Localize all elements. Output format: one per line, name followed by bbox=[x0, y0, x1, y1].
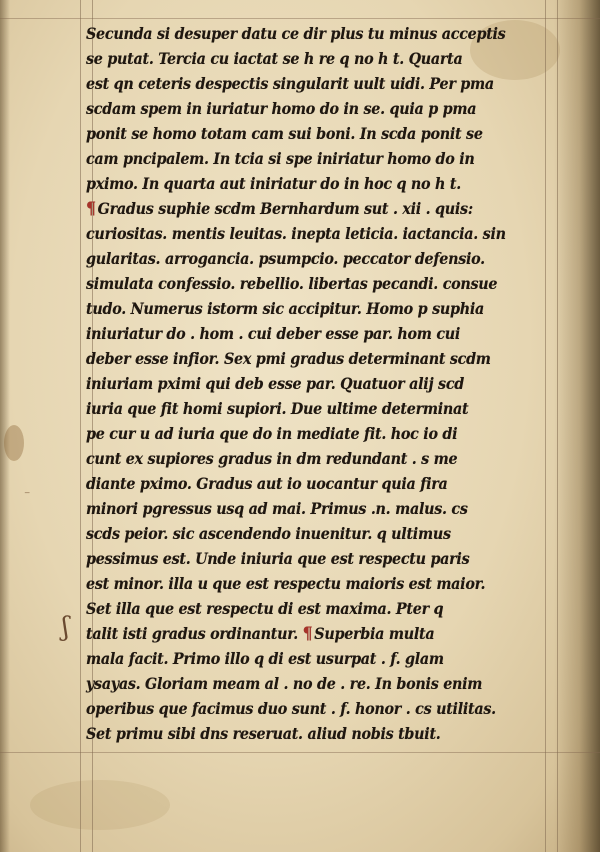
margin-bracket-mark: ʃ bbox=[62, 612, 70, 642]
paragraph-mark: ¶ bbox=[86, 199, 96, 219]
ruling-line bbox=[80, 0, 81, 852]
stain bbox=[30, 780, 170, 830]
text-line: Secunda si desuper datu ce dir plus tu minus acceptis bbox=[86, 25, 506, 43]
text-line: iniuriam pximi qui deb esse par. Quatuor alij scd bbox=[86, 375, 465, 393]
text-line: se putat. Tercia cu iactat se h re q no h t. Quarta bbox=[86, 50, 463, 68]
ruling-line bbox=[557, 0, 558, 852]
text-line: est qn ceteris despectis singularit uult uidi. Per pma bbox=[86, 75, 494, 93]
text-line: scds peior. sic ascendendo inuenitur. q ultimus bbox=[86, 525, 451, 543]
text-line: gularitas. arrogancia. psumpcio. peccator defensio. bbox=[86, 250, 485, 268]
text-line: diante pximo. Gradus aut io uocantur quia fira bbox=[86, 475, 448, 493]
text-line: mala facit. Primo illo q di est usurpat . f. glam bbox=[86, 650, 444, 668]
text-line: Set illa que est respectu di est maxima. Pter q bbox=[86, 600, 444, 618]
text-line: pximo. In quarta aut iniriatur do in hoc q no h t. bbox=[86, 175, 461, 193]
ruling-line bbox=[0, 752, 600, 753]
text-line: pe cur u ad iuria que do in mediate fit. hoc io di bbox=[86, 425, 458, 443]
text-line: cunt ex supiores gradus in dm redundant . s me bbox=[86, 450, 458, 468]
text-line: cam pncipalem. In tcia si spe iniriatur homo do in bbox=[86, 150, 475, 168]
text-line: talit isti gradus ordinantur. ¶ Superbia multa bbox=[86, 624, 435, 644]
text-line: scdam spem in iuriatur homo do in se. quia p pma bbox=[86, 100, 477, 118]
text-line: Set primu sibi dns reseruat. aliud nobis tbuit. bbox=[86, 725, 441, 743]
text-column bbox=[86, 22, 556, 747]
text-line: operibus que facimus duo sunt . f. honor . cs utilitas. bbox=[86, 700, 496, 718]
margin-mark: ⁻ bbox=[24, 488, 31, 502]
text-line: minori pgressus usq ad mai. Primus .n. malus. cs bbox=[86, 500, 468, 518]
text-line: deber esse infior. Sex pmi gradus determinant scdm bbox=[86, 350, 491, 368]
binding-gutter bbox=[554, 0, 600, 852]
text-line: ponit se homo totam cam sui boni. In scda ponit se bbox=[86, 125, 483, 143]
text-line: iuria que fit homi supiori. Due ultime determinat bbox=[86, 400, 469, 418]
text-line: tudo. Numerus istorm sic accipitur. Homo p suphia bbox=[86, 300, 484, 318]
ruling-line bbox=[0, 18, 600, 19]
stain bbox=[4, 425, 24, 461]
text-line: pessimus est. Unde iniuria que est respectu paris bbox=[86, 550, 470, 568]
text-line: ¶ Gradus suphie scdm Bernhardum sut . xii . quis: bbox=[86, 199, 473, 219]
paragraph-mark: ¶ bbox=[302, 624, 313, 644]
text-line: ysayas. Gloriam meam al . no de . re. In bonis enim bbox=[86, 675, 483, 693]
text-line: est minor. illa u que est respectu maioris est maior. bbox=[86, 575, 486, 593]
text-line: curiositas. mentis leuitas. inepta leticia. iactancia. sin bbox=[86, 225, 506, 243]
text-line: iniuriatur do . hom . cui deber esse par. hom cui bbox=[86, 325, 461, 343]
text-line: simulata confessio. rebellio. libertas pecandi. consue bbox=[86, 275, 498, 293]
